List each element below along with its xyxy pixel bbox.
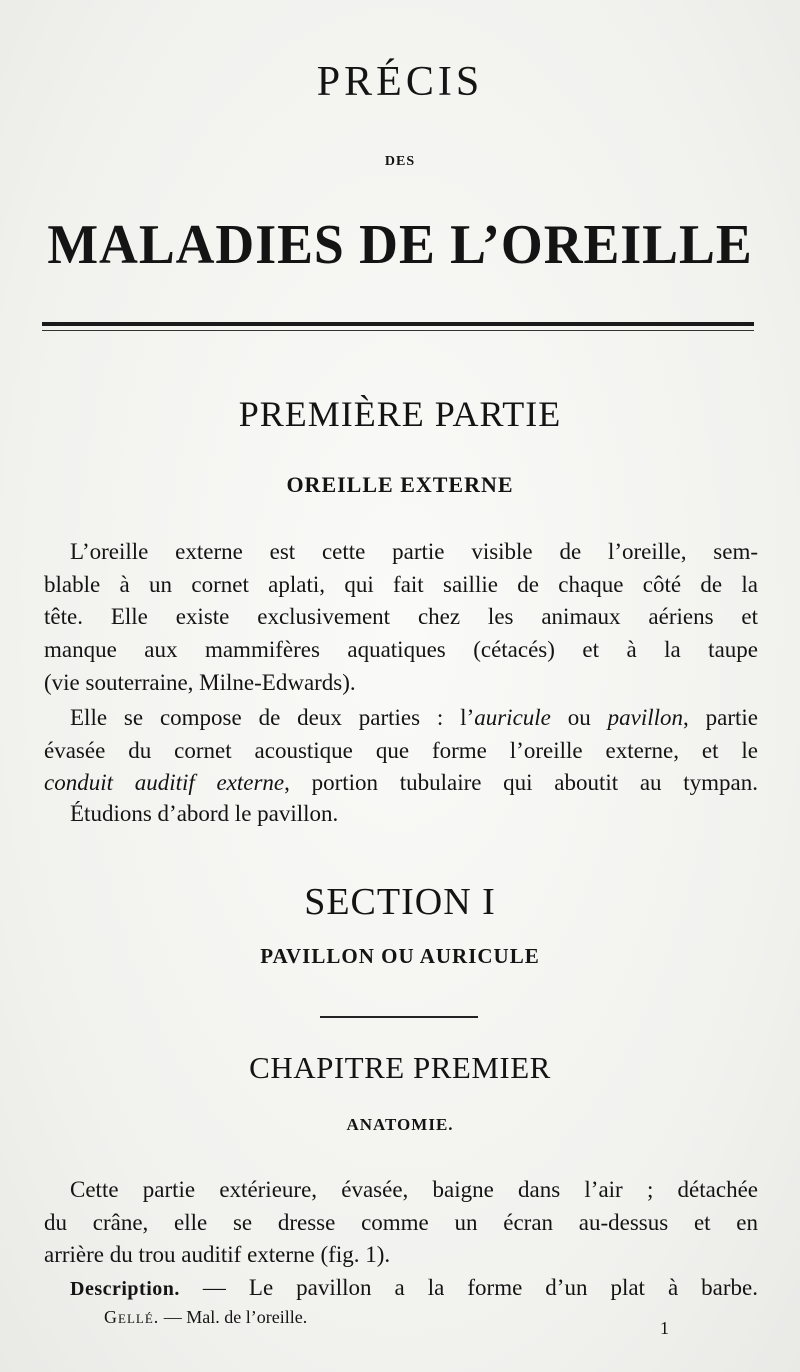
text-line bbox=[44, 1272, 758, 1306]
footer-author: Gellé. bbox=[104, 1307, 160, 1327]
text-run: ou bbox=[550, 705, 608, 730]
intro-paragraph-2 bbox=[44, 702, 758, 800]
des-heading: DES bbox=[384, 154, 416, 169]
text-line: blable à un cornet aplati, qui fait saillie de chaque côté de la bbox=[44, 571, 758, 597]
text-line: évasée du cornet acoustique que forme l’oreille externe, et le bbox=[44, 737, 758, 763]
text-run: , portion tubulaire qui aboutit au tympan. bbox=[284, 770, 758, 796]
part-title: PREMIÈRE PARTIE bbox=[238, 394, 562, 434]
chapter-subtitle: ANATOMIE. bbox=[346, 1115, 454, 1134]
title-rule-thick bbox=[42, 322, 754, 326]
title-rule-thin bbox=[42, 330, 754, 331]
book-title: MALADIES DE L’OREILLE bbox=[47, 214, 753, 276]
text-line bbox=[44, 702, 758, 735]
text-run: , partie bbox=[683, 705, 759, 730]
text-line: Étudions d’abord le pavillon. bbox=[70, 801, 339, 826]
text-line: Cette partie extérieure, évasée, baigne dans l’air ; détachée bbox=[70, 1177, 758, 1202]
chapter-title: CHAPITRE PREMIER bbox=[249, 1050, 551, 1085]
precis-heading: PRÉCIS bbox=[316, 59, 484, 105]
text-line: arrière du trou auditif externe (fig. 1). bbox=[44, 1242, 391, 1268]
intro-paragraph-3 bbox=[44, 798, 758, 831]
description-label: Description. bbox=[70, 1278, 180, 1301]
section-rule bbox=[320, 1016, 478, 1018]
text-run: — Le pavillon a la forme d’un plat à barbe. bbox=[179, 1275, 758, 1301]
italic-term: pavillon bbox=[607, 705, 684, 730]
text-line: tête. Elle existe exclusivement chez les animaux aériens et bbox=[44, 604, 758, 630]
italic-term: auricule bbox=[474, 705, 551, 730]
section-title: SECTION I bbox=[304, 881, 496, 923]
text-line bbox=[44, 767, 758, 800]
intro-paragraph-1 bbox=[44, 536, 758, 700]
text-line: L’oreille externe est cette partie visible de l’oreille, sem- bbox=[70, 539, 758, 564]
italic-term: conduit auditif externe bbox=[44, 770, 285, 796]
text-line: manque aux mammifères aquatiques (cétacés) et à la taupe bbox=[44, 637, 758, 663]
section-subtitle: PAVILLON OU AURICULE bbox=[260, 944, 540, 968]
page-number: 1 bbox=[660, 1318, 669, 1338]
text-line: du crâne, elle se dresse comme un écran au-dessus et en bbox=[44, 1209, 758, 1235]
anatomy-paragraph bbox=[44, 1174, 758, 1306]
text-run: Elle se compose de deux parties : l’ bbox=[70, 705, 475, 730]
footer-title: — Mal. de l’oreille. bbox=[159, 1307, 308, 1327]
part-subtitle: OREILLE EXTERNE bbox=[286, 472, 514, 497]
text-line: (vie souterraine, Milne-Edwards). bbox=[44, 669, 356, 695]
page-footer bbox=[104, 1307, 307, 1328]
